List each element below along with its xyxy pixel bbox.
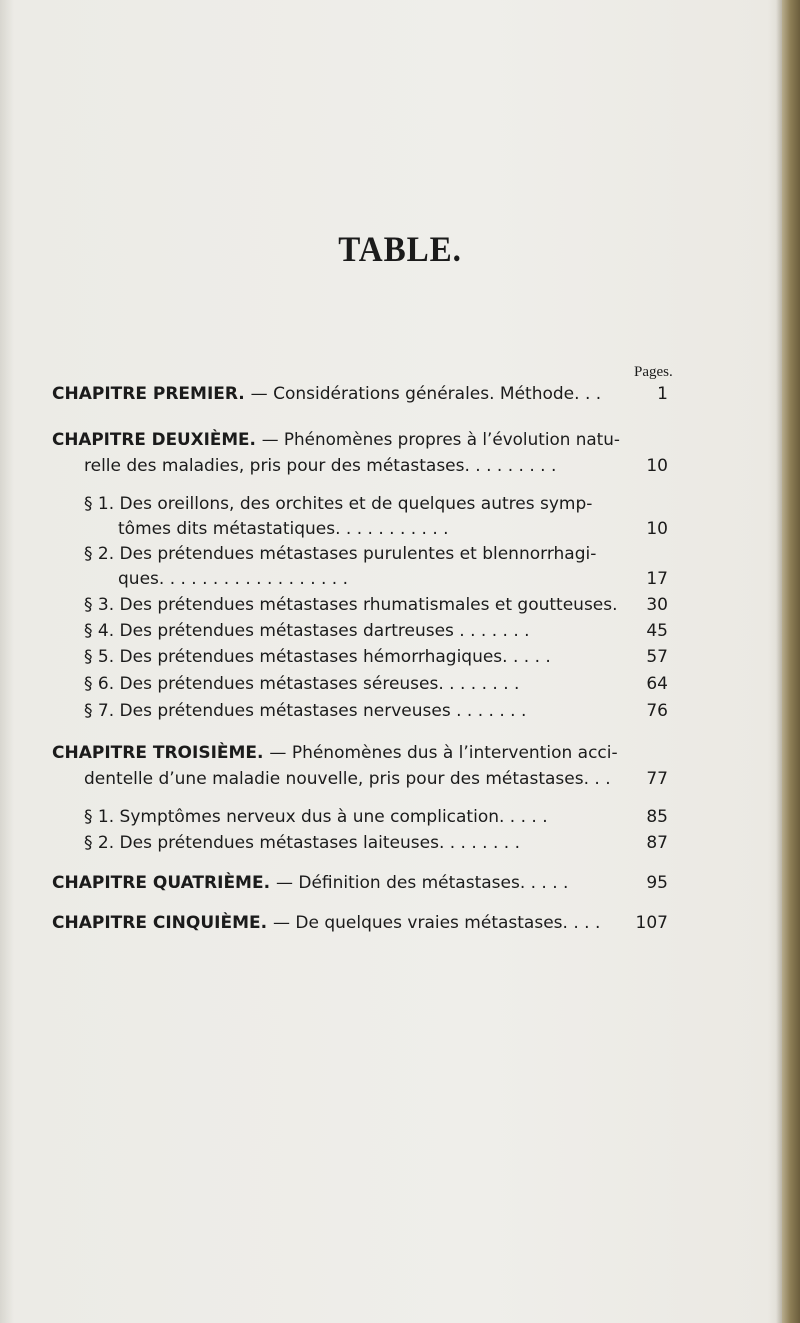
toc-entry-chapter-1 xyxy=(52,383,601,405)
chapter-heading-lead: CHAPITRE TROISIÈME. xyxy=(52,743,270,763)
chapter-heading-rest: — Définition des métastases. . . . . xyxy=(275,873,569,893)
chapter-heading-rest: — Phénomènes propres à l’évolution natu- xyxy=(261,430,620,450)
toc-page-number: 85 xyxy=(646,807,668,827)
toc-page-number: 77 xyxy=(646,769,668,789)
toc-page-number: 57 xyxy=(646,647,668,667)
toc-page-number: 45 xyxy=(646,621,668,641)
toc-page-number: 17 xyxy=(646,569,668,589)
toc-page-number: 30 xyxy=(646,595,668,615)
toc-entry-section: § 2. Des prétendues métastases laiteuses. . . . . . . . xyxy=(84,833,520,853)
toc-page-number: 10 xyxy=(646,456,668,476)
toc-entry-section: § 1. Symptômes nerveux dus à une complication. . . . . xyxy=(84,807,548,827)
toc-entry-section: § 2. Des prétendues métastases purulentes et blennorrhagi- xyxy=(84,544,597,564)
toc-page-number: 107 xyxy=(635,913,668,933)
toc-entry-section-cont: ques. . . . . . . . . . . . . . . . . . xyxy=(118,569,349,589)
toc-page-number: 76 xyxy=(646,701,668,721)
chapter-heading-lead: CHAPITRE QUATRIÈME. xyxy=(52,873,276,893)
toc-page-number: 10 xyxy=(646,519,668,539)
toc-entry-chapter-2 xyxy=(52,429,620,451)
toc-entry-section: § 5. Des prétendues métastases hémorrhagiques. . . . . xyxy=(84,647,551,667)
toc-page-number: 64 xyxy=(646,674,668,694)
toc-entry-section: § 4. Des prétendues métastases dartreuses . . . . . . . xyxy=(84,621,530,641)
chapter-heading-rest: — Phénomènes dus à l’intervention acci- xyxy=(269,743,618,763)
toc-entry-section-cont: tômes dits métastatiques. . . . . . . . . . . xyxy=(118,519,449,539)
toc-entry-chapter-3 xyxy=(52,742,618,764)
toc-entry-chapter-2-cont: relle des maladies, pris pour des métastases. . . . . . . . . xyxy=(84,456,557,476)
toc-entry-section: § 1. Des oreillons, des orchites et de quelques autres symp- xyxy=(84,494,593,514)
toc-entry-chapter-4 xyxy=(52,872,568,894)
toc-entry-chapter-5 xyxy=(52,912,600,934)
chapter-heading-rest: — Considérations générales. Méthode. . . xyxy=(250,384,602,404)
toc-entry-section: § 3. Des prétendues métastases rhumatismales et goutteuses. xyxy=(84,595,618,615)
chapter-heading-lead: CHAPITRE DEUXIÈME. xyxy=(52,430,262,450)
toc-page-number: 1 xyxy=(657,384,668,404)
toc-page-number: 87 xyxy=(646,833,668,853)
pages-column-label: Pages. xyxy=(634,364,673,380)
page-title: TABLE. xyxy=(338,229,462,269)
toc-entry-section: § 6. Des prétendues métastases séreuses. . . . . . . . xyxy=(84,674,520,694)
book-spine-edge xyxy=(782,0,800,1323)
toc-entry-chapter-3-cont: dentelle d’une maladie nouvelle, pris pour des métastases. . . xyxy=(84,769,611,789)
toc-page-number: 95 xyxy=(646,873,668,893)
toc-entry-section: § 7. Des prétendues métastases nerveuses . . . . . . . xyxy=(84,701,527,721)
chapter-heading-rest: — De quelques vraies métastases. . . . xyxy=(273,913,601,933)
chapter-heading-lead: CHAPITRE CINQUIÈME. xyxy=(52,913,273,933)
chapter-heading-lead: CHAPITRE PREMIER. xyxy=(52,384,251,404)
